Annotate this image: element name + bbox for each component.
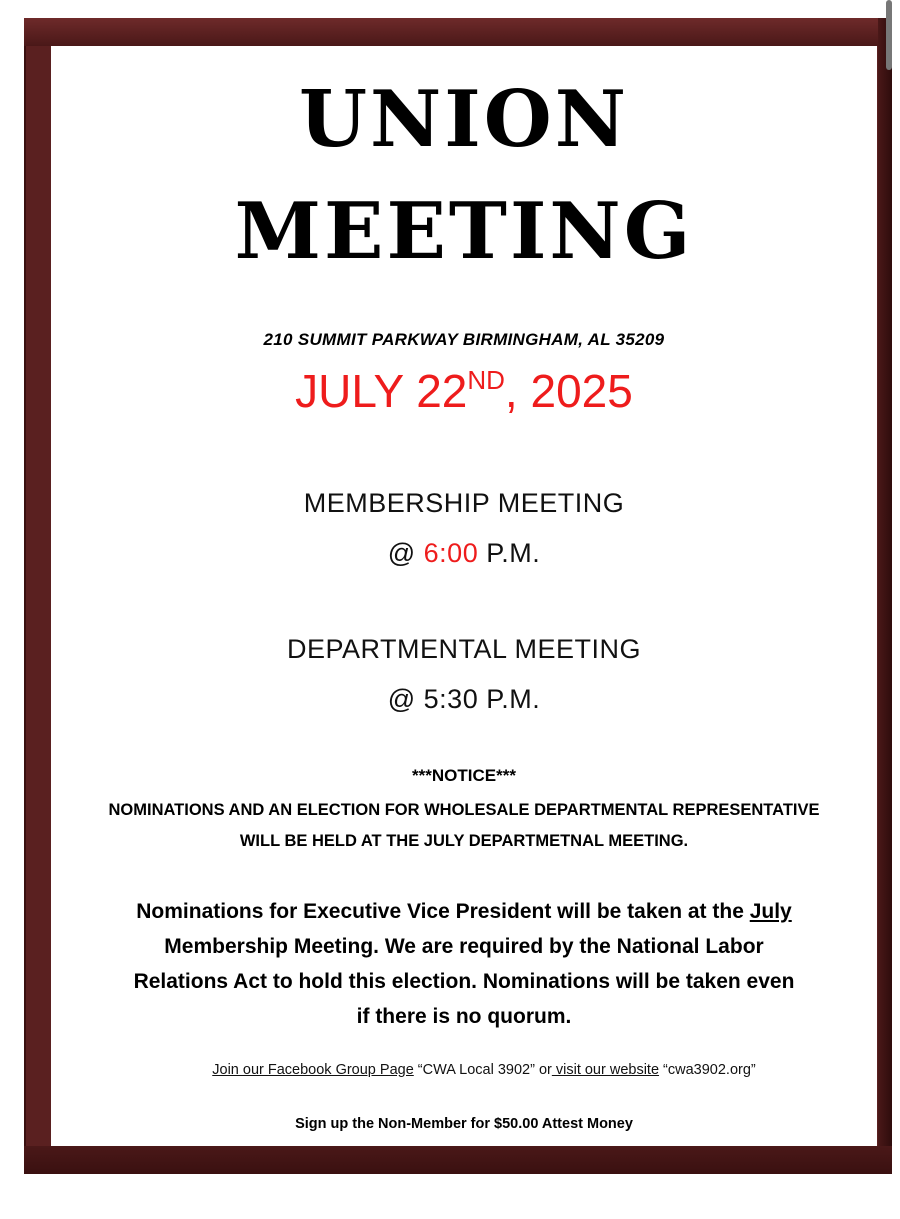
date-suffix: ND (467, 365, 505, 395)
address: 210 SUMMIT PARKWAY BIRMINGHAM, AL 35209 (263, 330, 665, 349)
facebook-group-link[interactable]: Join our Facebook Group Page (212, 1062, 414, 1078)
date-year: , 2025 (504, 365, 633, 417)
meeting-date (51, 364, 877, 418)
frame-bottom-bevel (24, 1146, 892, 1174)
membership-time: 6:00 (423, 538, 479, 568)
website-name: “cwa3902.org” (659, 1062, 756, 1078)
frame-top-bevel (24, 18, 892, 46)
frame-right-bevel (878, 18, 892, 1174)
website-link[interactable]: visit our website (551, 1062, 660, 1078)
signup-note: Sign up the Non-Member for $50.00 Attest Money (295, 1116, 633, 1132)
title-line-1: UNION (298, 74, 630, 165)
membership-at: @ (387, 538, 424, 568)
membership-ampm: P.M. (478, 538, 541, 568)
title-line-2: MEETING (234, 186, 694, 277)
notice-line-2: WILL BE HELD AT THE JULY DEPARTMETNAL MEETING. (239, 832, 689, 850)
nominations-line-1 (51, 894, 877, 929)
nominations-line-4: if there is no quorum. (356, 1005, 572, 1028)
date-main: JULY 22 (295, 365, 468, 417)
notice-line-1: NOMINATIONS AND AN ELECTION FOR WHOLESALE DEPARTMENTAL REPRESENTATIVE (108, 801, 820, 819)
social-links (71, 1062, 897, 1078)
facebook-group-name: “CWA Local 3902” or (413, 1062, 552, 1078)
flyer-page (51, 46, 877, 1146)
nominations-line-2: Membership Meeting. We are required by the National Labor (164, 935, 764, 958)
scrollbar[interactable] (886, 0, 892, 70)
departmental-meeting-time: @ 5:30 P.M. (387, 684, 541, 714)
membership-meeting-time (51, 538, 877, 569)
departmental-meeting-label: DEPARTMENTAL MEETING (286, 634, 642, 664)
nominations-line-3: Relations Act to hold this election. Nominations will be taken even (133, 970, 795, 993)
nominations-july: July (749, 900, 792, 923)
notice-heading: ***NOTICE*** (412, 766, 516, 785)
membership-meeting-label: MEMBERSHIP MEETING (303, 488, 625, 518)
nominations-line-1-text: Nominations for Executive Vice President will be taken at the (136, 900, 750, 923)
